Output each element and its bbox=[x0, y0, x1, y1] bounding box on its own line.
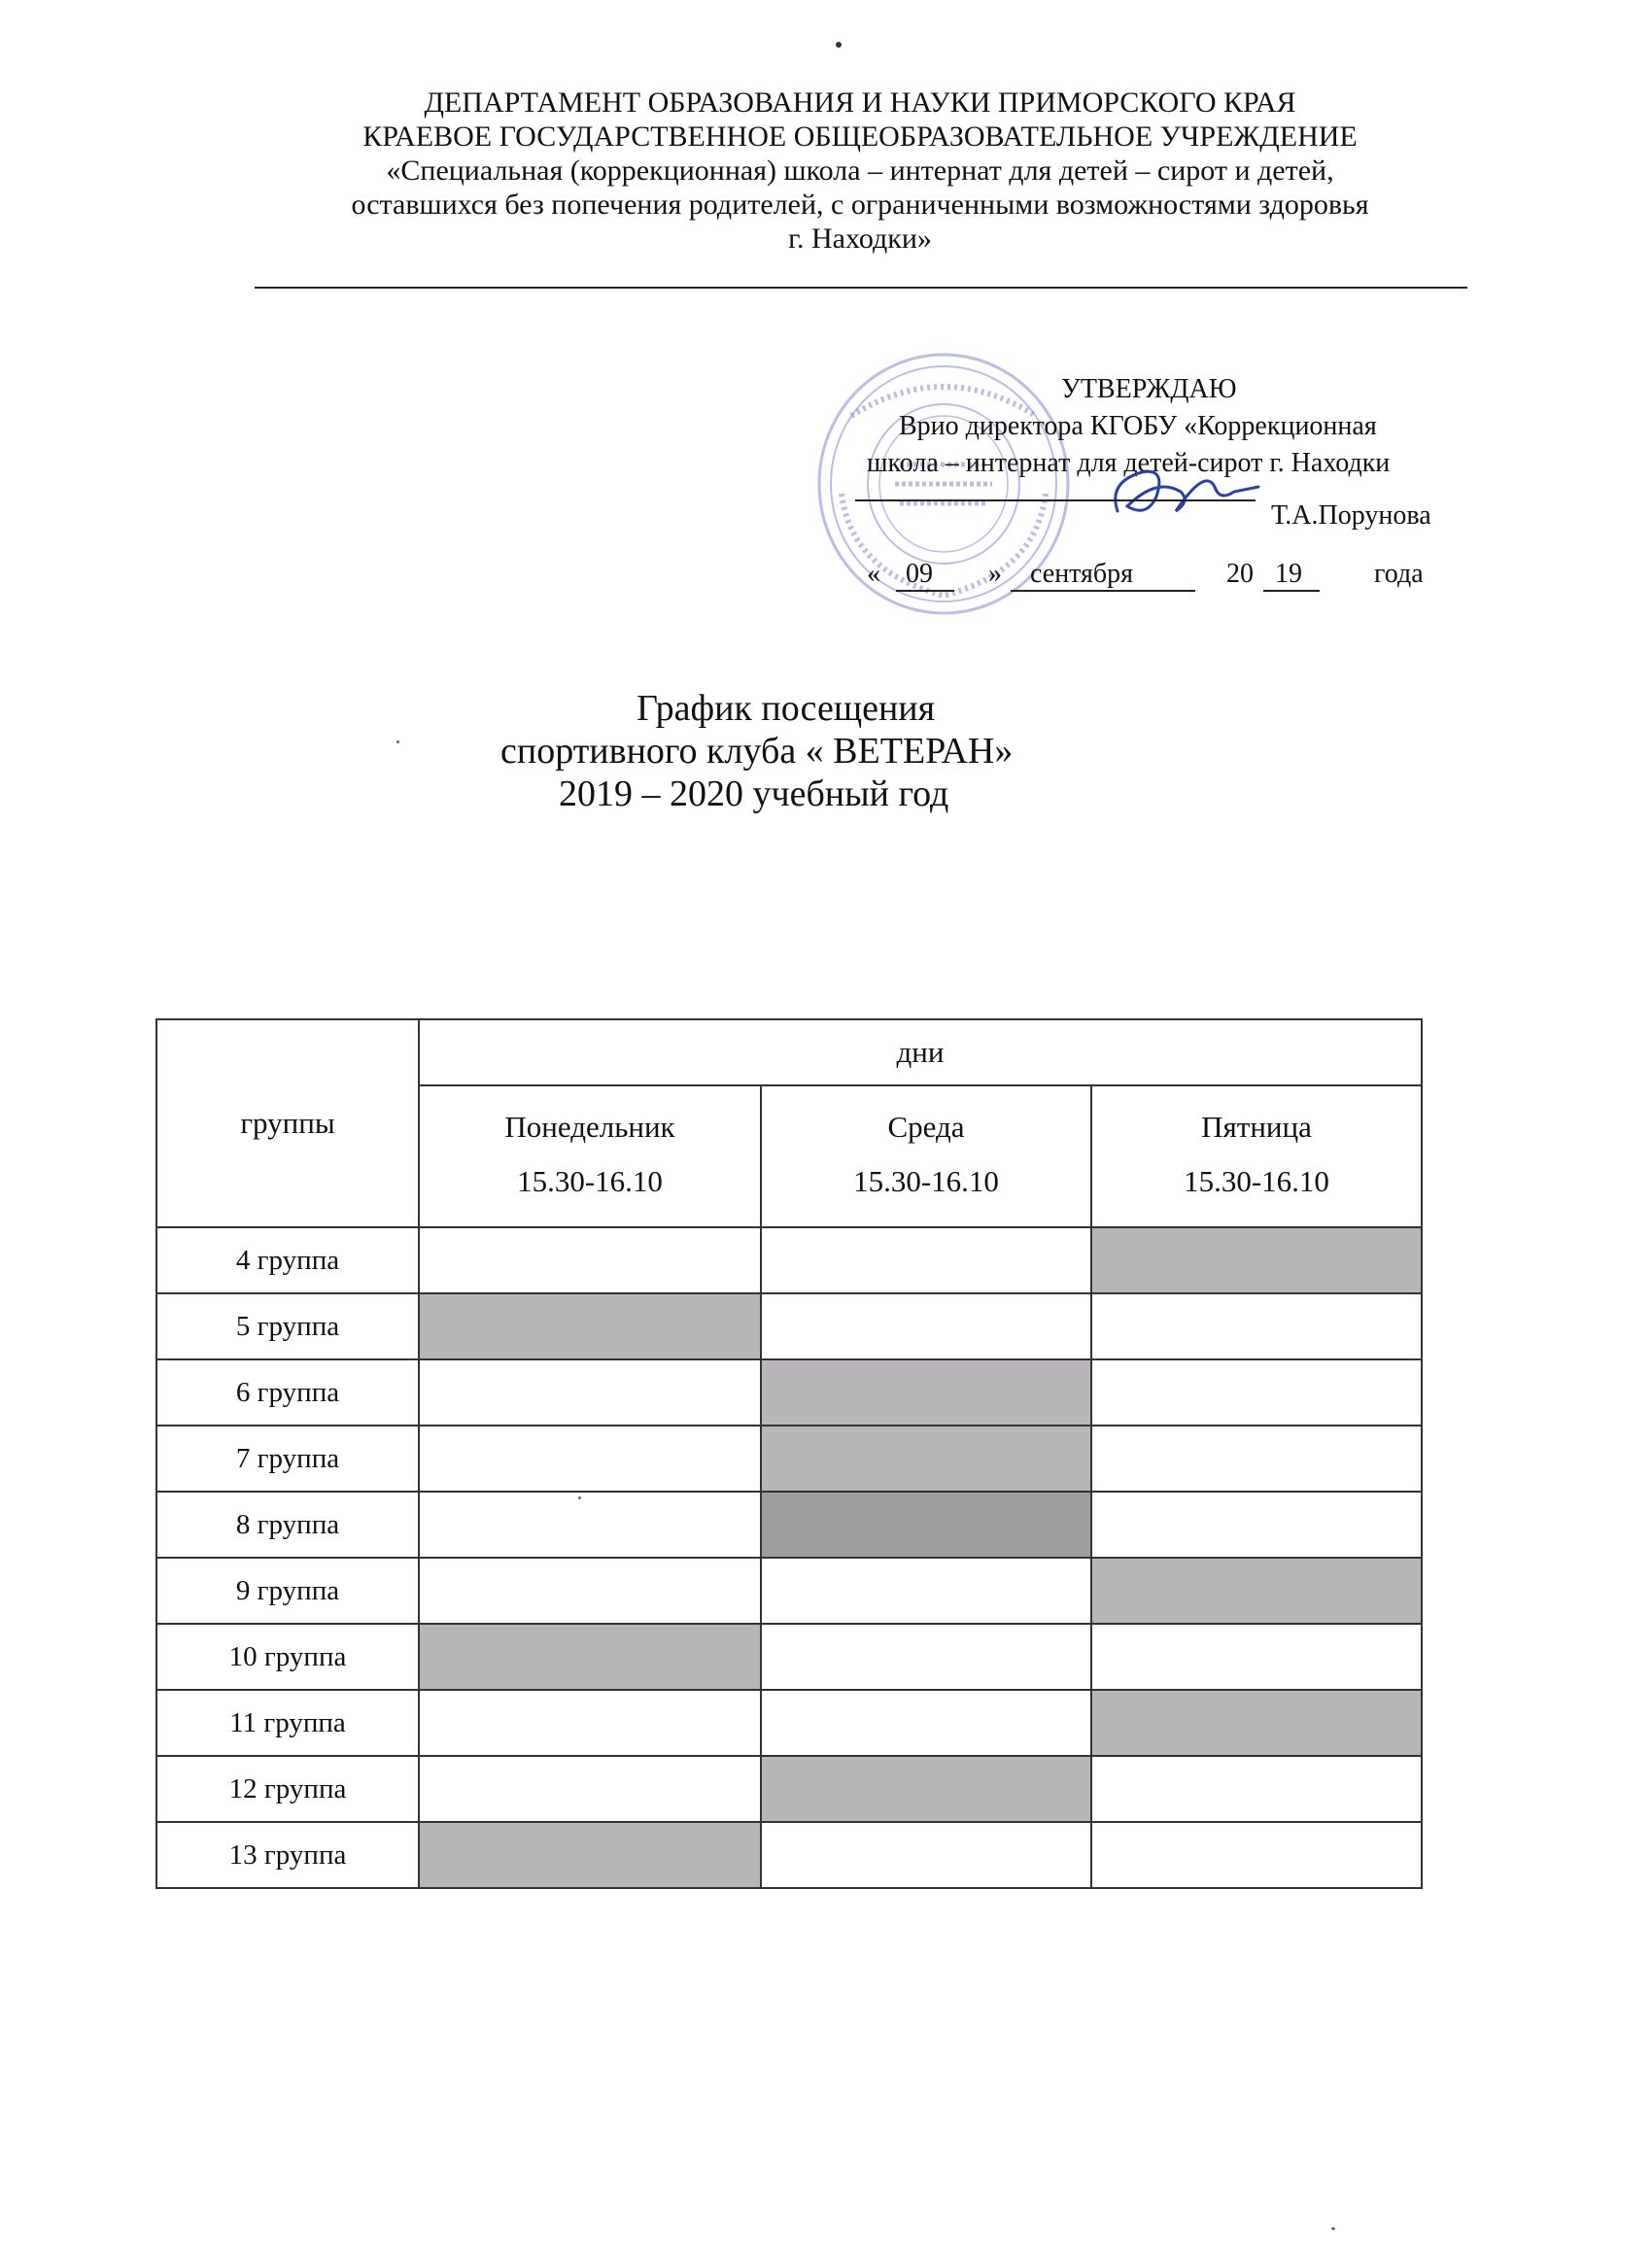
group-label: 13 группа bbox=[156, 1822, 419, 1888]
schedule-cell-empty bbox=[419, 1756, 761, 1822]
schedule-cell-empty bbox=[1091, 1492, 1422, 1558]
date-open-quote: « bbox=[867, 559, 880, 589]
table-row bbox=[156, 1690, 1422, 1756]
title-line3: 2019 – 2020 учебный год bbox=[559, 773, 949, 814]
scan-speck bbox=[396, 740, 399, 743]
schedule-cell-empty bbox=[761, 1822, 1091, 1888]
schedule-cell-marked bbox=[761, 1492, 1091, 1558]
month-underline bbox=[1011, 590, 1195, 592]
schedule-cell-empty bbox=[419, 1227, 761, 1293]
schedule-cell-empty bbox=[1091, 1756, 1422, 1822]
approval-heading: УТВЕРЖДАЮ bbox=[1061, 374, 1237, 404]
group-label: 8 группа bbox=[156, 1492, 419, 1558]
group-label: 5 группа bbox=[156, 1293, 419, 1359]
group-label: 9 группа bbox=[156, 1558, 419, 1624]
letterhead bbox=[253, 86, 1467, 256]
day-header-friday bbox=[1091, 1085, 1422, 1227]
schedule-cell-empty bbox=[1091, 1822, 1422, 1888]
date-close-quote: » bbox=[988, 559, 1002, 589]
table-row bbox=[156, 1822, 1422, 1888]
group-label: 6 группа bbox=[156, 1359, 419, 1426]
scan-speck bbox=[836, 42, 842, 48]
schedule-table bbox=[155, 1018, 1423, 1889]
table-row bbox=[156, 1426, 1422, 1492]
schedule-cell-marked bbox=[1091, 1558, 1422, 1624]
group-label: 11 группа bbox=[156, 1690, 419, 1756]
table-row bbox=[156, 1756, 1422, 1822]
group-label: 12 группа bbox=[156, 1756, 419, 1822]
schedule-cell-empty bbox=[419, 1558, 761, 1624]
day-header-monday bbox=[419, 1085, 761, 1227]
groups-column-header: группы bbox=[156, 1019, 419, 1227]
schedule-cell-empty bbox=[419, 1492, 761, 1558]
day-header-wednesday bbox=[761, 1085, 1091, 1227]
approver-position-line2: школа – интернат для детей-сирот г. Находки bbox=[867, 448, 1391, 478]
title-line2: спортивного клуба « ВЕТЕРАН» bbox=[500, 731, 1014, 772]
schedule-cell-empty bbox=[1091, 1426, 1422, 1492]
signature-line bbox=[855, 499, 1256, 501]
date-year: 19 bbox=[1275, 559, 1302, 589]
date-day: 09 bbox=[906, 559, 933, 589]
schedule-cell-empty bbox=[419, 1690, 761, 1756]
approver-name: Т.А.Порунова bbox=[1271, 500, 1431, 531]
scan-speck bbox=[1331, 2227, 1335, 2230]
schedule-cell-empty bbox=[761, 1293, 1091, 1359]
letterhead-line-city: г. Находки» bbox=[788, 223, 932, 255]
document-title bbox=[292, 687, 1360, 815]
schedule-cell-empty bbox=[419, 1359, 761, 1426]
schedule-cell-empty bbox=[419, 1426, 761, 1492]
schedule-cell-marked bbox=[761, 1426, 1091, 1492]
scan-speck bbox=[578, 1496, 581, 1499]
schedule-cell-empty bbox=[1091, 1293, 1422, 1359]
group-label: 10 группа bbox=[156, 1624, 419, 1690]
schedule-cell-marked bbox=[761, 1359, 1091, 1426]
letterhead-line-school-name: «Специальная (коррекционная) школа – интернат для детей – сирот и детей, bbox=[386, 155, 1334, 187]
schedule-cell-marked bbox=[1091, 1227, 1422, 1293]
approval-date bbox=[867, 557, 1450, 596]
title-line1: График посещения bbox=[637, 688, 936, 729]
letterhead-divider bbox=[255, 287, 1467, 289]
schedule-cell-empty bbox=[761, 1227, 1091, 1293]
letterhead-line-institution-type: КРАЕВОЕ ГОСУДАРСТВЕННОЕ ОБЩЕОБРАЗОВАТЕЛЬНОЕ УЧРЕЖДЕНИЕ bbox=[362, 120, 1358, 153]
table-row bbox=[156, 1624, 1422, 1690]
day-time: 15.30-16.10 bbox=[517, 1164, 663, 1198]
schedule-cell-marked bbox=[761, 1756, 1091, 1822]
schedule-cell-empty bbox=[761, 1624, 1091, 1690]
schedule-cell-marked bbox=[1091, 1690, 1422, 1756]
letterhead-line-school-name-cont: оставшихся без попечения родителей, с ограниченными возможностями здоровья bbox=[351, 189, 1369, 221]
table-row bbox=[156, 1227, 1422, 1293]
year-underline bbox=[1263, 590, 1320, 592]
table-row bbox=[156, 1359, 1422, 1426]
schedule-cell-empty bbox=[1091, 1359, 1422, 1426]
schedule-cell-empty bbox=[761, 1558, 1091, 1624]
schedule-cell-marked bbox=[419, 1822, 761, 1888]
group-label: 7 группа bbox=[156, 1426, 419, 1492]
schedule-cell-marked bbox=[419, 1293, 761, 1359]
day-name: Понедельник bbox=[504, 1110, 675, 1144]
schedule-cell-marked bbox=[419, 1624, 761, 1690]
schedule-cell-empty bbox=[1091, 1624, 1422, 1690]
date-month: сентября bbox=[1030, 559, 1134, 589]
letterhead-line-department: ДЕПАРТАМЕНТ ОБРАЗОВАНИЯ И НАУКИ ПРИМОРСКОГО КРАЯ bbox=[424, 86, 1296, 119]
table-row bbox=[156, 1558, 1422, 1624]
day-underline bbox=[896, 590, 954, 592]
days-column-header: дни bbox=[419, 1019, 1422, 1085]
day-name: Пятница bbox=[1201, 1110, 1312, 1144]
day-time: 15.30-16.10 bbox=[1184, 1164, 1329, 1198]
day-name: Среда bbox=[887, 1110, 965, 1144]
table-row bbox=[156, 1492, 1422, 1558]
date-century: 20 bbox=[1226, 559, 1254, 589]
handwritten-signature bbox=[1098, 458, 1263, 526]
table-row bbox=[156, 1293, 1422, 1359]
schedule-cell-empty bbox=[761, 1690, 1091, 1756]
date-year-word: года bbox=[1374, 559, 1424, 589]
day-time: 15.30-16.10 bbox=[853, 1164, 999, 1198]
group-label: 4 группа bbox=[156, 1227, 419, 1293]
approver-position-line1: Врио директора КГОБУ «Коррекционная bbox=[899, 411, 1377, 441]
